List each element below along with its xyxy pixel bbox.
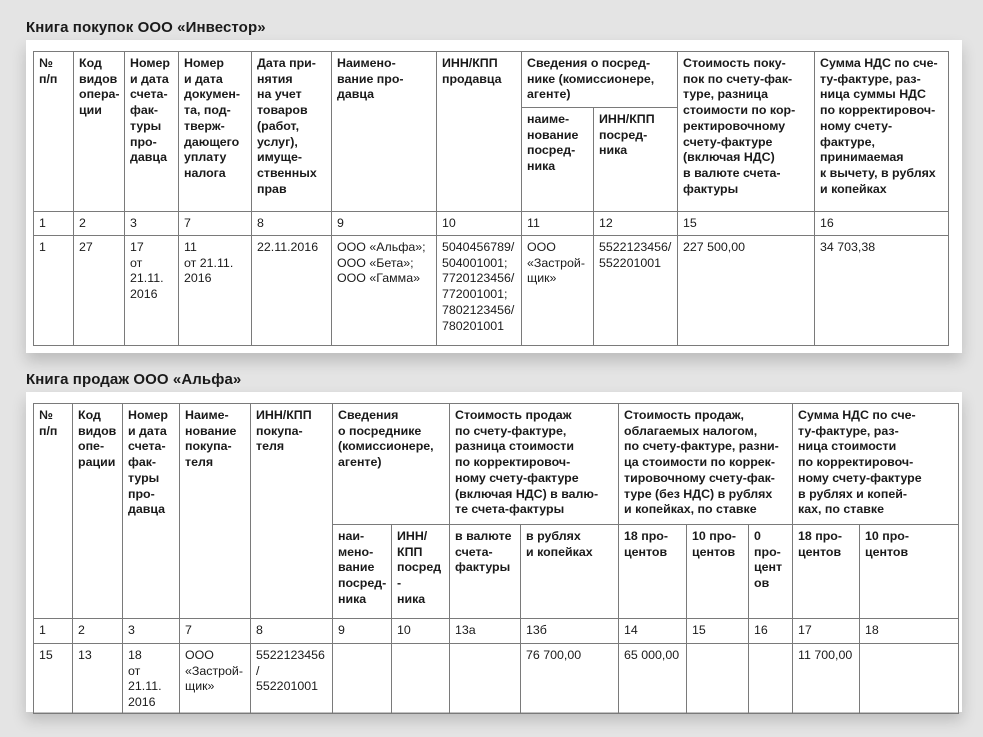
sales-book-table [33, 403, 959, 714]
cell-vat-10 [860, 644, 959, 714]
cell-vat-18: 11 700,00 [793, 644, 860, 714]
purchase-book-title: Книга покупок ООО «Инвестор» [26, 19, 266, 36]
cell-row-number: 1 [34, 236, 74, 346]
column-number-row [34, 619, 959, 644]
header-buyer-inn-kpp: ИНН/КПП покупа- теля [251, 404, 333, 619]
cell-invoice-number-date: 18 от 21.11. 2016 [123, 644, 180, 714]
column-number: 10 [437, 212, 522, 236]
header-agent-inn-kpp: ИНН/КПП посред- ника [594, 108, 678, 212]
header-seller-name: Наимено- вание про- давца [332, 52, 437, 212]
header-seller-inn-kpp: ИНН/КПП продавца [437, 52, 522, 212]
column-number: 9 [332, 212, 437, 236]
header-row-number: № п/п [34, 404, 73, 619]
cell-taxed-18: 65 000,00 [619, 644, 687, 714]
header-agent-inn-kpp: ИНН/ КПП посред- ника [392, 525, 450, 619]
column-number: 2 [73, 619, 123, 644]
cell-operation-code: 27 [74, 236, 125, 346]
column-number: 17 [793, 619, 860, 644]
column-number: 1 [34, 212, 74, 236]
header-cost-rubles: в рублях и копейках [521, 525, 619, 619]
header-agent-info: Сведения о посреднике (комиссионере, агенте) [333, 404, 450, 525]
cell-operation-code: 13 [73, 644, 123, 714]
cell-agent-name [333, 644, 392, 714]
column-number: 16 [749, 619, 793, 644]
column-number: 16 [815, 212, 949, 236]
cell-taxed-10 [687, 644, 749, 714]
cell-invoice-number-date: 17 от 21.11. 2016 [125, 236, 179, 346]
header-sales-cost: Стоимость продаж по счету-фактуре, разница стоимости по корректировоч- ному счету-фактуре (включая НДС) в валю- те счета-фактуры [450, 404, 619, 525]
cell-payment-document: 11 от 21.11. 2016 [179, 236, 252, 346]
column-number: 7 [179, 212, 252, 236]
column-number: 9 [333, 619, 392, 644]
column-number: 13а [450, 619, 521, 644]
cell-agent-inn-kpp [392, 644, 450, 714]
purchase-book-card [26, 40, 962, 353]
column-number: 10 [392, 619, 450, 644]
cell-cost-invoice-currency [450, 644, 521, 714]
header-vat-18: 18 про- центов [793, 525, 860, 619]
cell-vat-amount: 34 703,38 [815, 236, 949, 346]
column-number: 7 [180, 619, 251, 644]
column-number-row [34, 212, 949, 236]
purchase-book-table [33, 51, 949, 346]
cell-purchase-cost: 227 500,00 [678, 236, 815, 346]
header-operation-code: Код видов опера- ции [74, 52, 125, 212]
column-number: 8 [252, 212, 332, 236]
cell-seller-inn-kpp: 5040456789/ 504001001; 7720123456/ 772001001; 7802123456/ 780201001 [437, 236, 522, 346]
cell-agent-name: ООО «Застрой- щик» [522, 236, 594, 346]
column-number: 11 [522, 212, 594, 236]
cell-cost-rubles: 76 700,00 [521, 644, 619, 714]
header-taxed-sales: Стоимость продаж, облагаемых налогом, по счету-фактуре, разни- ца стоимости по коррек- тировочному счету-фак- туре (без НДС) в рублях и копейках, по ставке [619, 404, 793, 525]
column-number: 13б [521, 619, 619, 644]
column-number: 12 [594, 212, 678, 236]
cell-buyer-inn-kpp: 5522123456/ 552201001 [251, 644, 333, 714]
column-number: 2 [74, 212, 125, 236]
header-cost-invoice-currency: в валюте счета- фактуры [450, 525, 521, 619]
sales-book-title: Книга продаж ООО «Альфа» [26, 371, 242, 388]
header-agent-info: Сведения о посред- нике (комиссионере, агенте) [522, 52, 678, 108]
header-agent-name: наиме- нование посред- ника [522, 108, 594, 212]
header-vat-amount: Сумма НДС по сче- ту-фактуре, раз- ница суммы НДС по корректировоч- ному счету-фактуре, принимаемая к вычету, в рублях и копейках [815, 52, 949, 212]
column-number: 14 [619, 619, 687, 644]
cell-agent-inn-kpp: 5522123456/ 552201001 [594, 236, 678, 346]
column-number: 15 [678, 212, 815, 236]
header-invoice-number-date: Номер и дата счета- фак- туры про- давца [123, 404, 180, 619]
column-number: 3 [123, 619, 180, 644]
sales-book-card [26, 392, 962, 712]
header-vat-amount: Сумма НДС по сче- ту-фактуре, раз- ница стоимости по корректировоч- ному счету-фактуре в рублях и копей- ках, по ставке [793, 404, 959, 525]
header-acceptance-date: Дата при- нятия на учет товаров (работ, услуг), имуще- ственных прав [252, 52, 332, 212]
cell-acceptance-date: 22.11.2016 [252, 236, 332, 346]
header-operation-code: Код видов опе- рации [73, 404, 123, 619]
cell-seller-name: ООО «Альфа»; ООО «Бета»; ООО «Гамма» [332, 236, 437, 346]
header-buyer-name: Наиме- нование покупа- теля [180, 404, 251, 619]
column-number: 8 [251, 619, 333, 644]
table-row [34, 236, 949, 346]
cell-taxed-0 [749, 644, 793, 714]
cell-buyer-name: ООО «Застрой- щик» [180, 644, 251, 714]
header-invoice-number-date: Номер и дата счета- фак- туры про- давца [125, 52, 179, 212]
column-number: 1 [34, 619, 73, 644]
cell-row-number: 15 [34, 644, 73, 714]
header-taxed-10: 10 про- центов [687, 525, 749, 619]
column-number: 18 [860, 619, 959, 644]
header-payment-document: Номер и дата докумен- та, под- тверж- дающего уплату налога [179, 52, 252, 212]
column-number: 15 [687, 619, 749, 644]
header-vat-10: 10 про- центов [860, 525, 959, 619]
column-number: 3 [125, 212, 179, 236]
header-agent-name: наи- мено- вание посред- ника [333, 525, 392, 619]
header-taxed-0: 0 про- центов [749, 525, 793, 619]
header-taxed-18: 18 про- центов [619, 525, 687, 619]
header-row-number: № п/п [34, 52, 74, 212]
table-row [34, 644, 959, 714]
header-purchase-cost: Стоимость поку- пок по счету-фак- туре, разница стоимости по кор- ректировочному счету-фактуре (включая НДС) в валюте счета- фактуры [678, 52, 815, 212]
